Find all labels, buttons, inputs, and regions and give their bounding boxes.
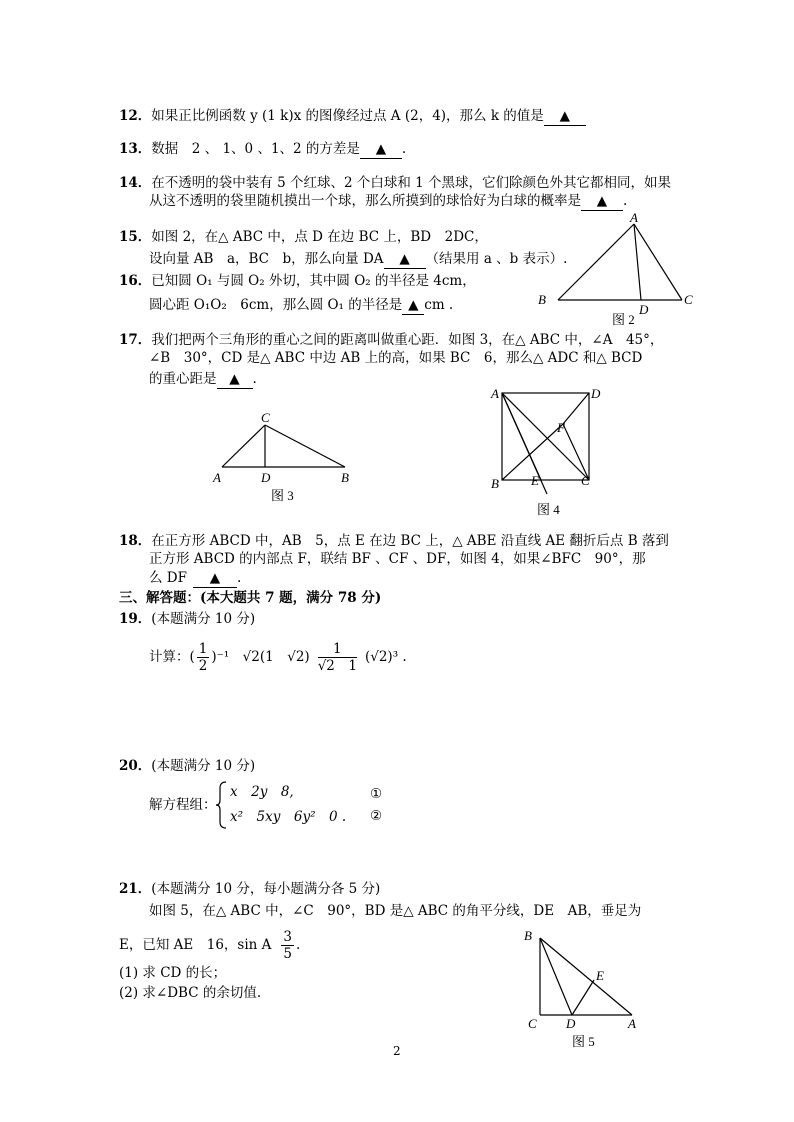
question-19-expression: [149, 640, 407, 674]
vertex-label-a: A: [213, 470, 221, 485]
equation-marker-1: ①: [370, 786, 383, 802]
vertex-label-b: B: [341, 470, 349, 485]
vertex-label-e: E: [596, 968, 604, 983]
question-number: 19．: [119, 611, 152, 627]
numerator: 1: [198, 641, 208, 657]
question-number: 15．: [119, 229, 152, 245]
question-score: (本题满分 10 分): [151, 611, 256, 627]
denominator: 5: [283, 946, 293, 962]
fraction-half: [197, 641, 210, 674]
question-line-2-end: cm .: [424, 297, 454, 313]
question-14: [119, 174, 671, 192]
question-17-line-2: [149, 349, 642, 367]
answer-blank: ▲: [402, 296, 424, 315]
question-line-2: 正方形 ABCD 的内部点 F，联结 BF 、CF 、DF，如图 4，如果∠BFC 90°，那: [149, 551, 646, 567]
denominator: √2 1: [317, 658, 357, 674]
question-line-3: 的重心距是: [149, 371, 217, 387]
figure-2: [530, 210, 710, 330]
question-number: 14．: [119, 175, 152, 191]
question-21-line-1: 如图 5，在△ ABC 中，∠C 90°，BD 是△ ABC 的角平分线，DE AB，垂足为: [149, 903, 642, 919]
equation-label: 解方程组：: [149, 797, 217, 813]
vertex-label-d: D: [639, 302, 649, 317]
question-13: [119, 140, 406, 159]
question-19: [119, 610, 255, 628]
vertex-label-b: B: [538, 292, 546, 307]
question-line-1: 在正方形 ABCD 中，AB 5，点 E 在边 BC 上，△ ABE 沿直线 AE 翻折后点 B 落到: [151, 533, 669, 549]
question-16-line-2: [149, 296, 453, 315]
vertex-label-c: C: [684, 292, 693, 307]
figure-caption: 图 5: [572, 1034, 595, 1049]
question-number: 13．: [119, 141, 152, 157]
question-number: 16．: [119, 273, 152, 289]
question-21-line-2: [119, 928, 300, 962]
question-16: [119, 272, 476, 290]
question-line-2-end: （结果用 a 、b 表示）.: [425, 251, 568, 267]
denominator: 2: [198, 658, 208, 674]
period: .: [236, 570, 242, 586]
figure-caption: 图 2: [612, 312, 635, 327]
question-14-line-2: [149, 192, 627, 211]
vertex-label-d: D: [566, 1016, 576, 1031]
figure-caption: 图 4: [537, 502, 560, 517]
question-number: 20．: [119, 758, 152, 774]
fraction-reciprocal: [318, 641, 357, 674]
brace-icon: [214, 780, 228, 830]
question-18: [119, 532, 669, 550]
answer-blank: ▲: [581, 192, 623, 211]
expression-part: (: [189, 649, 195, 665]
question-21: [119, 880, 380, 898]
answer-blank: ▲: [217, 370, 253, 389]
page-number: 2: [393, 1044, 401, 1058]
question-15: [119, 228, 488, 246]
period: .: [401, 141, 407, 157]
vertex-label-c: C: [261, 410, 270, 425]
expression-part: )⁻¹ √2(1 √2): [211, 649, 310, 665]
question-number: 17．: [119, 332, 152, 348]
figure-5: [520, 924, 650, 1054]
question-18-line-3: [149, 569, 241, 588]
question-line-2: E，已知 AE 16，sin A: [119, 937, 272, 953]
vertex-label-c: C: [581, 473, 590, 488]
vertex-label-a: A: [491, 386, 499, 401]
answer-blank: ▲: [360, 140, 402, 159]
question-text: 数据 2 、 1、0 、1、2 的方差是: [151, 141, 360, 157]
question-line-1: 如图 2，在△ ABC 中，点 D 在边 BC 上，BD 2DC，: [151, 229, 488, 245]
question-number: 21．: [119, 881, 152, 897]
fraction-sin: [281, 929, 294, 962]
question-line-3: 么 DF: [149, 570, 187, 586]
vertex-label-d: D: [261, 470, 271, 485]
question-line-1: 我们把两个三角形的重心之间的距离叫做重心距．如图 3，在△ ABC 中，∠A 45°，: [151, 332, 664, 348]
figure-caption: 图 3: [271, 488, 294, 503]
question-18-line-2: [149, 550, 646, 568]
question-line-2: 从这不透明的袋里随机摸出一个球，那么所摸到的球恰好为白球的概率是: [149, 193, 581, 209]
vertex-label-f: F: [557, 420, 565, 435]
period: .: [252, 371, 257, 387]
question-line-2: 设向量 AB a，BC b，那么向量 DA: [149, 251, 384, 267]
question-20: [119, 757, 255, 775]
answer-blank: ▲: [544, 107, 586, 126]
question-line-1: 在不透明的袋中装有 5 个红球、2 个白球和 1 个黑球，它们除颜色外其它都相同，如果: [151, 175, 672, 191]
sub-question-2: (2) 求∠DBC 的余切值.: [119, 985, 262, 1001]
figure-4: [485, 378, 615, 520]
question-15-line-2: [149, 250, 567, 269]
answer-blank: ▲: [193, 569, 237, 588]
question-score: (本题满分 10 分): [151, 758, 256, 774]
equation-2: x² 5xy 6y² 0 .: [230, 809, 347, 825]
question-text: 如果正比例函数 y (1 k)x 的图像经过点 A (2，4)，那么 k 的值是: [151, 108, 544, 124]
calc-label: 计算：: [149, 649, 190, 665]
vertex-label-b: B: [524, 928, 532, 943]
question-number: 18．: [119, 533, 152, 549]
question-score: (本题满分 10 分，每小题满分各 5 分): [151, 881, 381, 897]
vertex-label-e: E: [531, 473, 539, 488]
question-number: 12．: [119, 108, 152, 124]
period: .: [623, 193, 628, 209]
vertex-label-d: D: [591, 386, 601, 401]
question-line-2: 圆心距 O₁O₂ 6cm，那么圆 O₁ 的半径是: [149, 297, 403, 313]
answer-blank: ▲: [384, 250, 426, 269]
vertex-label-a: A: [628, 1016, 636, 1031]
figure-3: [205, 410, 365, 505]
period: .: [296, 937, 301, 953]
question-17: [119, 331, 663, 349]
equation-marker-2: ②: [370, 808, 383, 824]
vertex-label-c: C: [528, 1016, 537, 1031]
numerator: 1: [318, 641, 357, 658]
section-heading: 三、解答题：(本大题共 7 题，满分 78 分): [119, 590, 382, 606]
question-line-2: ∠B 30°，CD 是△ ABC 中边 AB 上的高，如果 BC 6，那么△ ADC 和△ BCD: [149, 350, 643, 366]
expression-part: (√2)³ .: [364, 649, 407, 665]
equation-1: x 2y 8,: [230, 784, 294, 800]
vertex-label-a: A: [630, 210, 638, 225]
numerator: 3: [283, 929, 293, 945]
question-12: [119, 107, 586, 126]
question-line-1: 已知圆 O₁ 与圆 O₂ 外切，其中圆 O₂ 的半径是 4cm，: [151, 273, 476, 289]
vertex-label-b: B: [491, 476, 499, 491]
sub-question-1: (1) 求 CD 的长；: [119, 965, 227, 981]
question-17-line-3: [149, 370, 257, 389]
